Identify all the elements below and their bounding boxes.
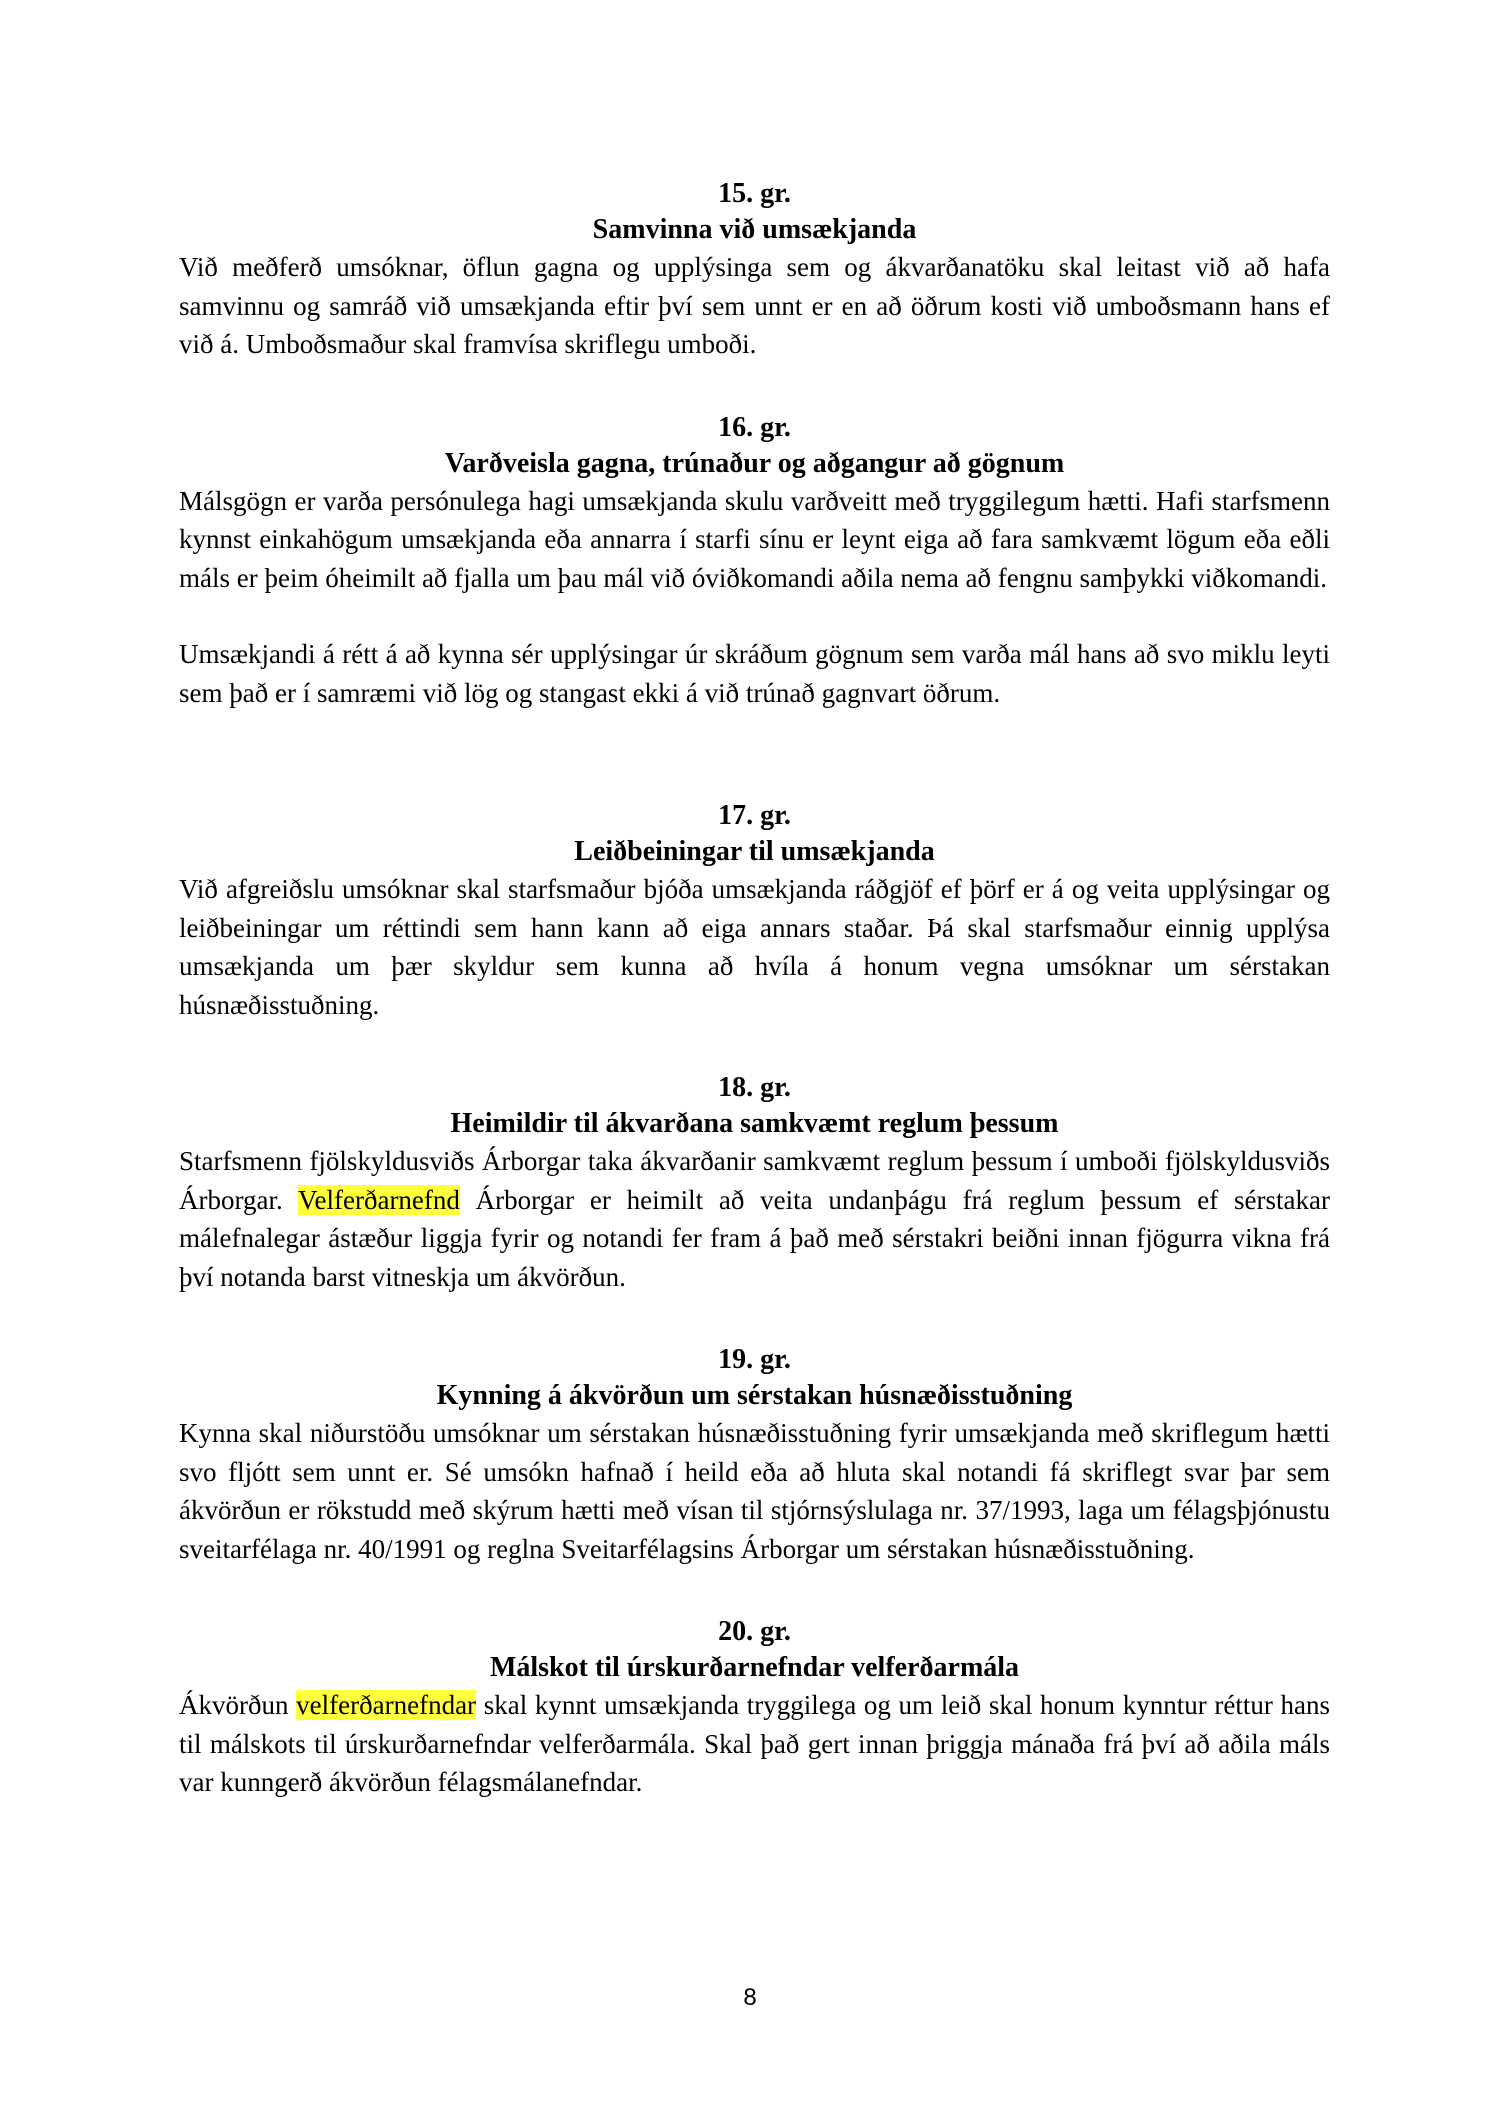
article-title: Málskot til úrskurðarnefndar velferðarmála	[489, 1652, 1020, 1683]
article-18	[179, 1070, 1330, 1296]
article-number: 17. gr.	[718, 800, 791, 831]
highlighted-term: Velferðarnefnd	[298, 1184, 460, 1215]
paragraph-text: Ákvörðun	[179, 1690, 297, 1720]
article-paragraph: Við afgreiðslu umsóknar skal starfsmaður bjóða umsækjanda ráðgjöf ef þörf er á og veita upplýsingar og leiðbeiningar um réttindi sem hann kann að eiga annars staðar. Þá skal starfsmaður einnig upplýsa umsækjanda um þær skyldur sem kunna að hvíla á honum vegna umsóknar um sérstakan húsnæðisstuðning.	[179, 874, 1330, 1020]
page-number: 8	[743, 1984, 757, 2011]
article-paragraph	[179, 1142, 1330, 1296]
article-17	[179, 798, 1330, 1024]
highlighted-term: velferðarnefndar	[296, 1690, 477, 1720]
article-19	[179, 1342, 1330, 1568]
document-page	[179, 176, 1330, 1802]
article-paragraph: Málsgögn er varða persónulega hagi umsækjanda skulu varðveitt með tryggilegum hætti. Hafi starfsmenn kynnst einkahögum umsækjanda eða annarra í starfi sínu er leynt eiga að fara samkvæmt lögum eða eðli máls er þeim óheimilt að fjalla um þau mál við óviðkomandi aðila nema að fengnu samþykki viðkomandi.	[179, 485, 1330, 593]
article-number: 15. gr.	[718, 178, 791, 209]
article-number: 16. gr.	[718, 411, 791, 443]
article-paragraph: Umsækjandi á rétt á að kynna sér upplýsingar úr skráðum gögnum sem varða mál hans að svo miklu leyti sem það er í samræmi við lög og stangast ekki á við trúnað gagnvart öðrum.	[179, 639, 1330, 708]
article-paragraph: Við meðferð umsóknar, öflun gagna og upplýsinga sem og ákvarðanatöku skal leitast við að hafa samvinnu og samráð við umsækjanda eftir því sem unnt er en að öðrum kosti við umboðsmann hans ef við á. Umboðsmaður skal framvísa skriflegu umboði.	[179, 252, 1330, 359]
paragraph-text: skal kynnt umsækjanda tryggilega og um leið skal honum kynntur réttur hans til málskots til úrskurðarnefndar velferðarmála. Skal það gert innan þriggja mánaða frá því að aðila máls var kunngerð ákvörðun félagsmálanefndar.	[179, 1690, 1330, 1797]
paragraph-text: Árborgar er heimilt að veita undanþágu frá reglum þessum ef sérstakar málefnalegar ástæður liggja fyrir og notandi fer fram á það með sérstakri beiðni innan fjögurra vikna frá því notanda barst vitneskja um ákvörðun.	[179, 1184, 1330, 1292]
article-number: 19. gr.	[718, 1344, 791, 1375]
article-title: Samvinna við umsækjanda	[592, 214, 917, 245]
article-title: Varðveisla gagna, trúnaður og aðgangur að gögnum	[444, 447, 1065, 479]
article-paragraph: Kynna skal niðurstöðu umsóknar um sérstakan húsnæðisstuðning fyrir umsækjanda með skriflegum hætti svo fljótt sem unnt er. Sé umsókn hafnað í heild eða að hluta skal notandi fá skriflegt svar þar sem ákvörðun er rökstudd með skýrum hætti með vísan til stjórnsýslulaga nr. 37/1993, laga um félagsþjónustu sveitarfélaga nr. 40/1991 og reglna Sveitarfélagsins Árborgar um sérstakan húsnæðisstuðning.	[179, 1418, 1330, 1564]
article-number: 20. gr.	[718, 1616, 791, 1647]
article-20	[179, 1614, 1330, 1802]
article-title: Leiðbeiningar til umsækjanda	[574, 836, 935, 867]
article-title: Heimildir til ákvarðana samkvæmt reglum þessum	[450, 1108, 1059, 1139]
paragraph-text: Starfsmenn fjölskyldusviðs Árborgar taka ákvarðanir samkvæmt reglum þessum í umboði fjölskyldusviðs Árborgar.	[179, 1146, 1330, 1215]
article-title: Kynning á ákvörðun um sérstakan húsnæðisstuðning	[436, 1380, 1073, 1411]
article-paragraph	[179, 1686, 1330, 1802]
article-15	[179, 176, 1330, 364]
article-number: 18. gr.	[718, 1072, 791, 1103]
article-16	[179, 410, 1330, 713]
